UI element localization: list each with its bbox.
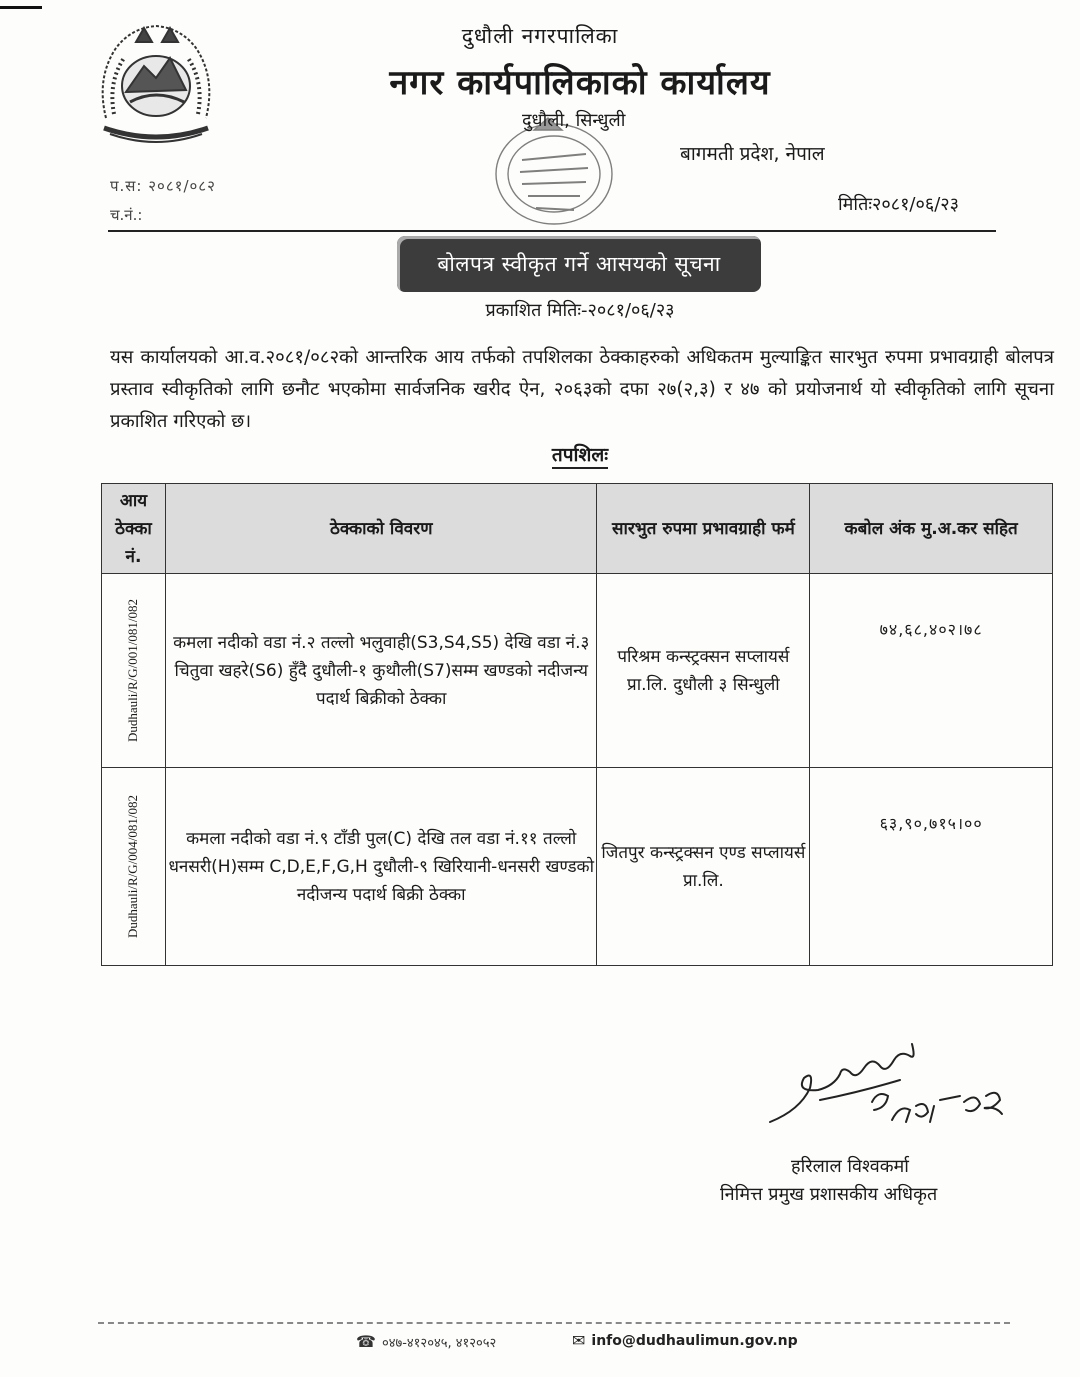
- signature-icon: [760, 1030, 1010, 1140]
- office-name: नगर कार्यपालिकाको कार्यालय: [389, 63, 771, 103]
- contract-firm: जितपुर कन्स्ट्रक्सन एण्ड सप्लायर्स प्रा.लि.: [597, 768, 810, 966]
- schedule-label: तपशिलः: [552, 444, 608, 469]
- email-icon: ✉: [572, 1331, 586, 1350]
- contract-description: कमला नदीको वडा नं.९ टाँडी पुल(C) देखि तल वडा नं.११ तल्लो धनसरी(H)सम्म C,D,E,F,G,H दुधौली-९ खिरियानी-धनसरी खण्डको नदीजन्य पदार्थ बिक्री ठेक्का: [165, 768, 597, 966]
- notice-title: बोलपत्र स्वीकृत गर्ने आसयको सूचना: [437, 252, 721, 276]
- col-header-description: ठेक्काको विवरण: [165, 484, 597, 574]
- signer-title: निमित्त प्रमुख प्रशासकीय अधिकृत: [720, 1184, 938, 1205]
- published-date: प्रकाशित मितिः-२०८१/०६/२३: [485, 300, 675, 321]
- contract-amount: ७४,६८,४०२।७८: [810, 574, 1053, 768]
- contract-firm: परिश्रम कन्स्ट्रक्सन सप्लायर्स प्रा.लि. दुधौली ३ सिन्धुली: [597, 574, 810, 768]
- row-id-cell: [102, 574, 166, 768]
- contract-table: [101, 483, 1053, 966]
- contract-id: Dudhauli/R/G/001/081/082: [125, 599, 141, 742]
- schedule-heading: [0, 441, 1080, 467]
- dispatch-number: च.नं.:: [110, 206, 143, 224]
- signer-name: हरिलाल विश्वकर्मा: [791, 1156, 909, 1177]
- footer-divider: [98, 1322, 1010, 1324]
- letter-date: मितिः२०८१/०६/२३: [838, 194, 959, 215]
- contract-id: Dudhauli/R/G/004/081/082: [125, 795, 141, 938]
- col-header-amount: कबोल अंक मु.अ.कर सहित: [810, 484, 1053, 574]
- col-header-id: आय ठेक्का नं.: [102, 484, 166, 574]
- contract-description: कमला नदीको वडा नं.२ तल्लो भलुवाही(S3,S4,S5) देखि वडा नं.३ चितुवा खहरे(S6) हुँदै दुधौली-१ कुथौली(S7)सम्म खण्डको नदीजन्य पदार्थ बिक्रीको ठेक्का: [165, 574, 597, 768]
- contract-amount: ६३,९०,७१५।००: [810, 768, 1053, 966]
- notice-title-box: [397, 236, 761, 292]
- province-name: बागमती प्रदेश, नेपाल: [680, 143, 825, 165]
- footer-email: [572, 1331, 798, 1350]
- municipality-name: दुधौली नगरपालिका: [461, 24, 619, 48]
- table-row: [102, 768, 1053, 966]
- phone-icon: ☎: [356, 1332, 376, 1351]
- header-divider: [108, 230, 996, 232]
- phone-numbers: ०४७-४१२०४५, ४१२०५२: [381, 1335, 497, 1351]
- footer-phone: [356, 1332, 496, 1351]
- table-row: [102, 574, 1053, 768]
- corner-mark: [0, 6, 42, 9]
- reference-number: प.स: २०८१/०८२: [110, 177, 216, 195]
- row-id-cell: [102, 768, 166, 966]
- col-header-firm: सारभुत रुपमा प्रभावग्राही फर्म: [597, 484, 810, 574]
- notice-body: यस कार्यालयको आ.व.२०८१/०८२को आन्तरिक आय तर्फको तपशिलका ठेक्काहरुको अधिकतम मुल्याङ्कित सारभुत रुपमा प्रभावग्राही बोलपत्र प्रस्ताव स्वीकृतिको लागि छनौट भएकोमा सार्वजनिक खरीद ऐन, २०६३को दफा २७(२,३) र ४७ को प्रयोजनार्थ यो स्वीकृतिको लागि सूचना प्रकाशित गरिएको छ।: [110, 347, 1054, 432]
- table-header-row: [102, 484, 1053, 574]
- email-address: info@dudhaulimun.gov.np: [591, 1332, 798, 1349]
- district-name: दुधौली, सिन्धुली: [522, 110, 626, 131]
